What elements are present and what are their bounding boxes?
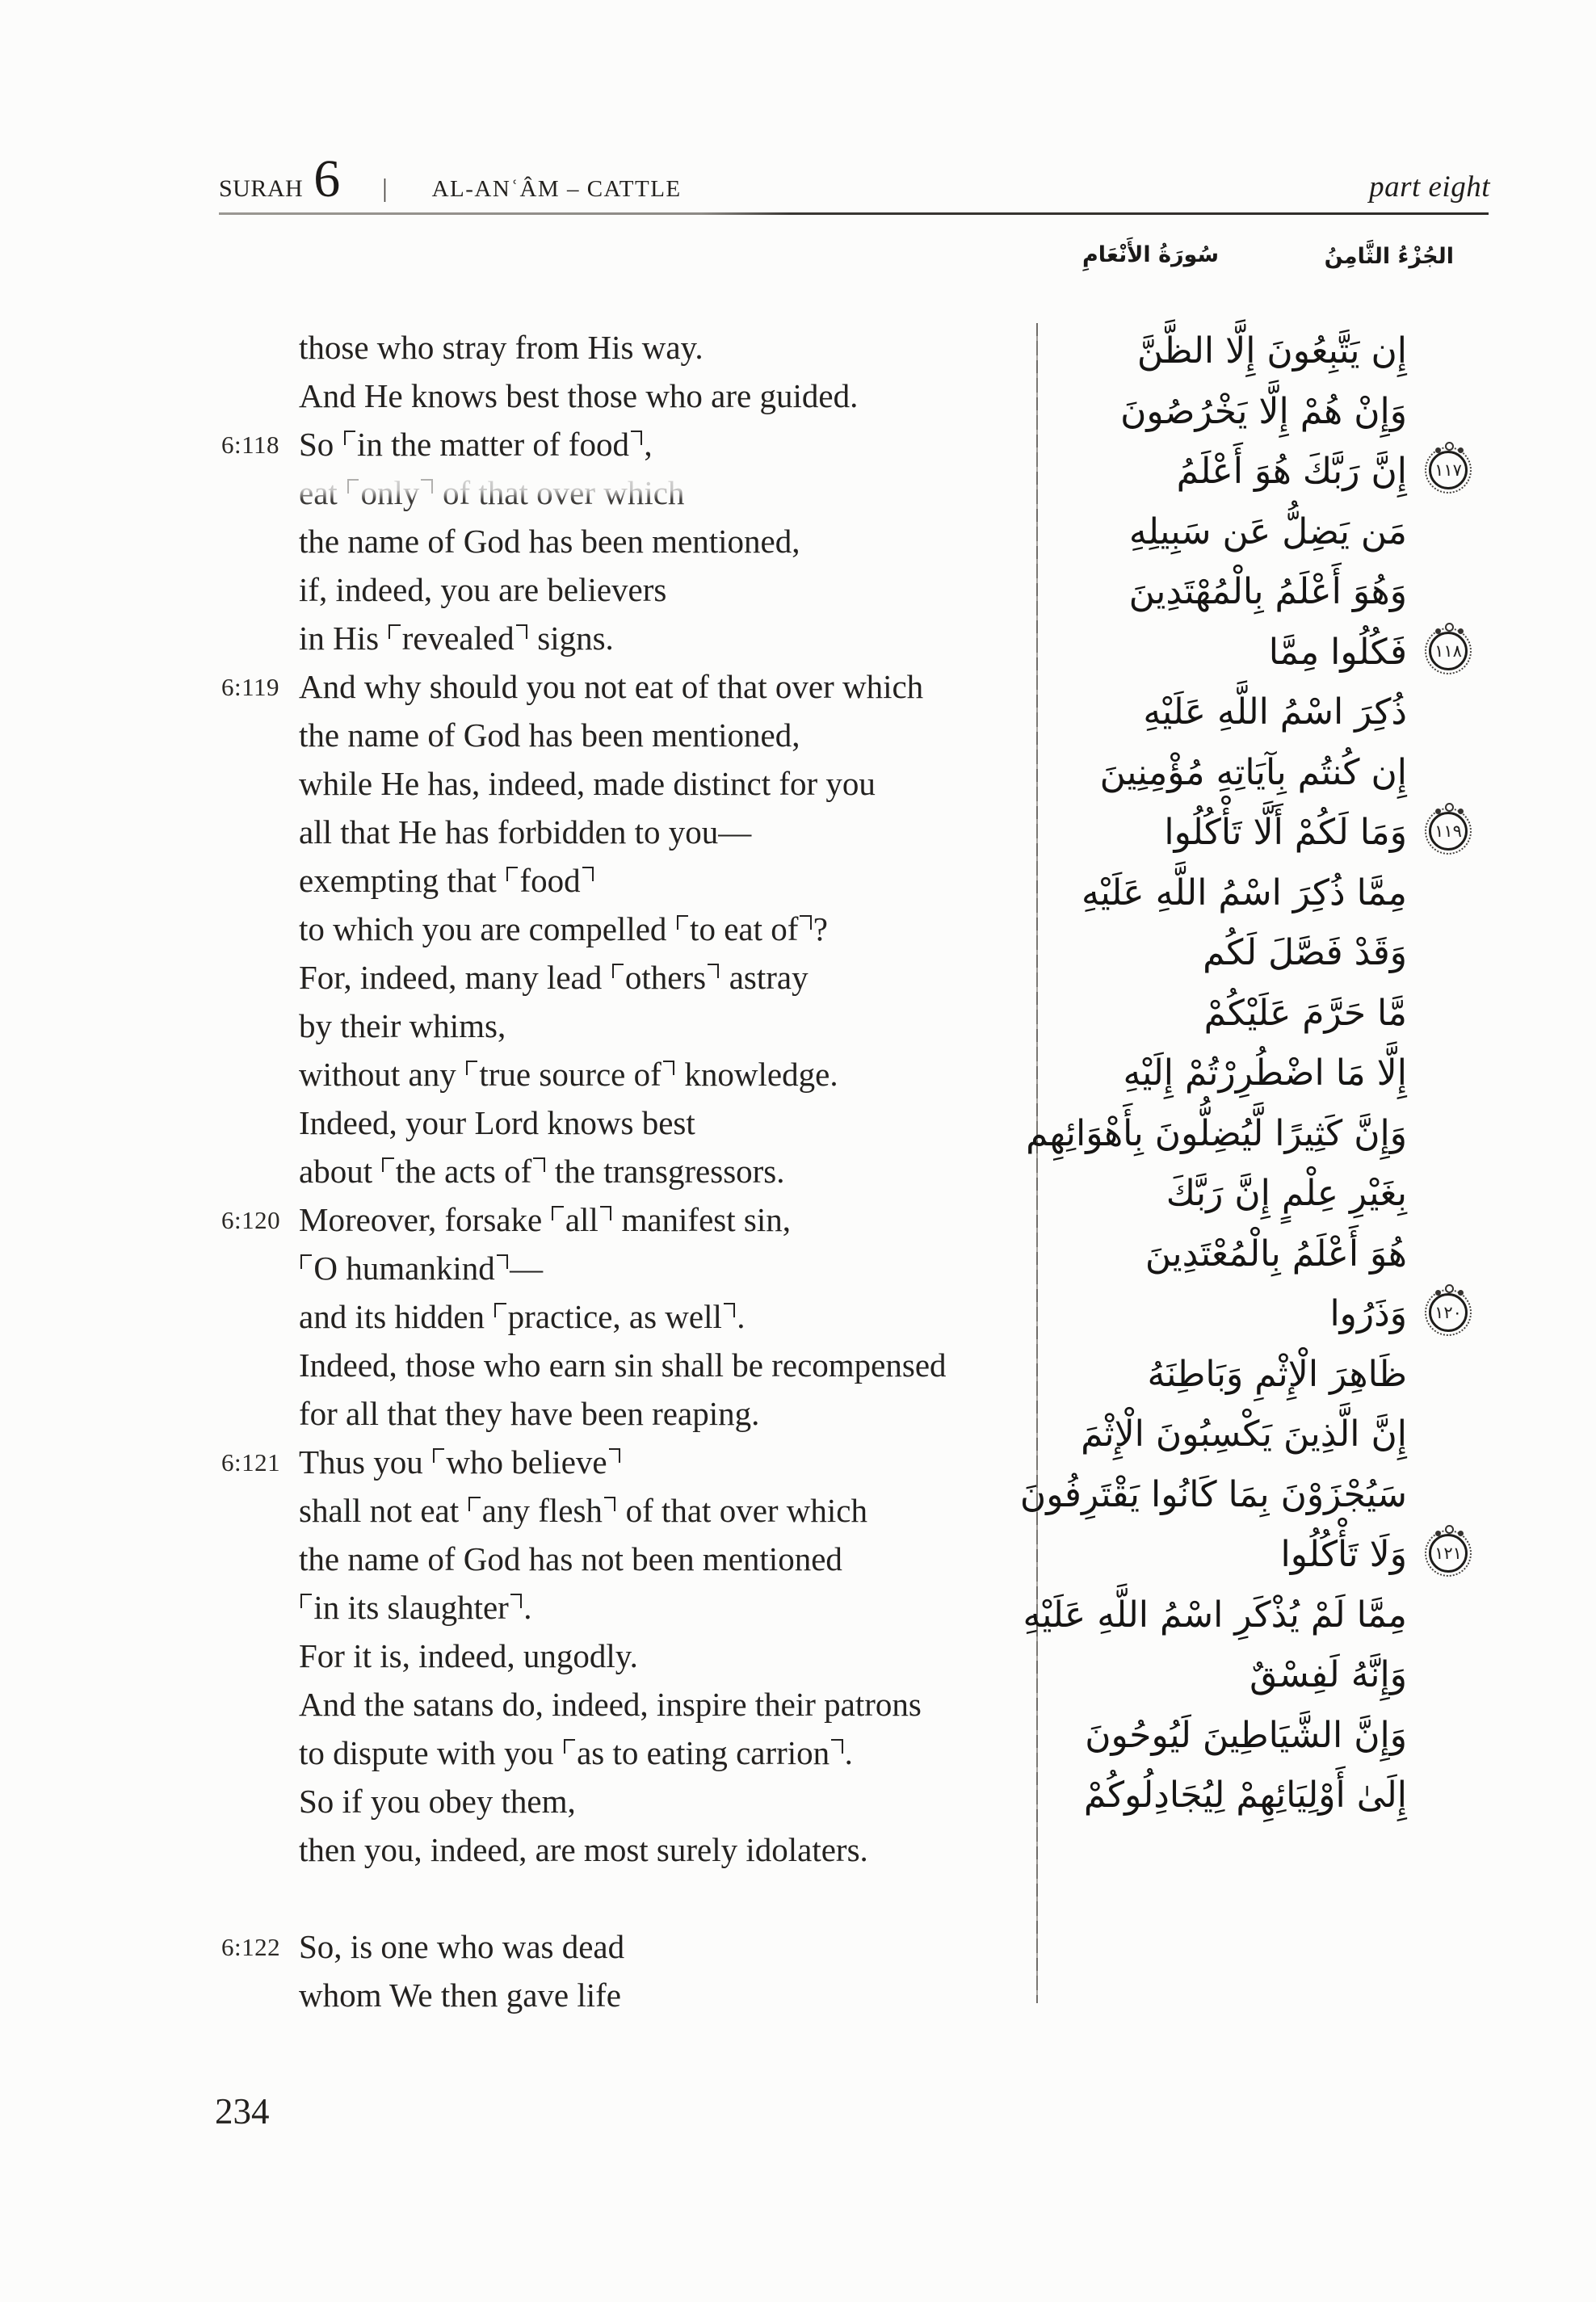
half-bracket-open-icon bbox=[506, 867, 518, 881]
verse-text: then you, indeed, are most surely idolaters. bbox=[299, 1831, 868, 1868]
half-bracket-open-icon bbox=[382, 1157, 393, 1172]
verse-text: to which you are compelled to eat of ? bbox=[299, 910, 828, 947]
arabic-column bbox=[1019, 321, 1462, 1826]
verse-text: For, indeed, many lead others astray bbox=[299, 959, 808, 996]
half-bracket-open-icon bbox=[433, 1448, 444, 1463]
verse-line bbox=[299, 1874, 947, 1922]
verse-line bbox=[299, 372, 947, 420]
verse-number: 6:119 bbox=[221, 673, 279, 701]
arabic-part-calligraphy: الجُزْءُ الثَّامِنُ bbox=[1324, 244, 1454, 269]
arabic-line-text: سَيُجْزَوْنَ بِمَا كَانُوا يَقْتَرِفُونَ bbox=[1019, 1473, 1407, 1515]
verse-line bbox=[299, 808, 947, 856]
verse-text: So in the matter of food , bbox=[299, 426, 653, 463]
arabic-line bbox=[1020, 1405, 1407, 1465]
half-bracket-close-icon bbox=[582, 867, 594, 881]
arabic-line-text: إِن يَتَّبِعُونَ إِلَّا الظَّنَّ bbox=[1136, 330, 1407, 372]
arabic-line bbox=[1020, 1525, 1462, 1586]
arabic-line-text: إِلَىٰ أَوْلِيَائِهِمْ لِيُجَادِلُوكُمْ bbox=[1083, 1775, 1407, 1816]
surah-label: SURAH bbox=[219, 175, 304, 202]
verse-line bbox=[299, 1050, 947, 1098]
page-header bbox=[219, 149, 1490, 210]
arabic-line bbox=[1020, 442, 1462, 502]
verse-line bbox=[299, 711, 947, 759]
arabic-line bbox=[1020, 803, 1462, 863]
arabic-line bbox=[1020, 1164, 1407, 1225]
arabic-line bbox=[1020, 562, 1407, 623]
verse-text: those who stray from His way. bbox=[299, 329, 704, 366]
verse-line bbox=[299, 1825, 947, 1874]
verse-text: Moreover, forsake all manifest sin, bbox=[299, 1201, 791, 1238]
arabic-line-text: إِنَّ رَبَّكَ هُوَ أَعْلَمُ bbox=[1176, 451, 1407, 492]
arabic-line-text: مِمَّا لَمْ يُذْكَرِ اسْمُ اللَّهِ عَلَيْهِ bbox=[1023, 1594, 1407, 1636]
half-bracket-open-icon bbox=[300, 1594, 312, 1608]
arabic-line bbox=[1020, 1586, 1407, 1646]
arabic-line-text: إِن كُنتُم بِآيَاتِهِ مُؤْمِنِينَ bbox=[1099, 751, 1407, 793]
verse-number: 6:120 bbox=[221, 1206, 281, 1234]
verse-text: in His revealed signs. bbox=[299, 620, 614, 657]
verse-text: by their whims, bbox=[299, 1007, 506, 1044]
half-bracket-close-icon bbox=[497, 1254, 508, 1269]
verse-number: 6:118 bbox=[221, 431, 279, 459]
arabic-line bbox=[1020, 321, 1407, 382]
arabic-line bbox=[1020, 863, 1407, 924]
verse-number: 6:121 bbox=[221, 1448, 281, 1477]
half-bracket-close-icon bbox=[800, 915, 811, 930]
verse-medallion: ١٢٠ bbox=[1429, 1293, 1468, 1332]
header-divider-bar: | bbox=[382, 173, 388, 202]
verse-text: O humankind — bbox=[299, 1250, 543, 1287]
arabic-line-text: وَذَرُوا bbox=[1329, 1293, 1407, 1334]
verse-text: Indeed, your Lord knows best bbox=[299, 1104, 695, 1141]
half-bracket-open-icon bbox=[347, 479, 359, 494]
verse-line bbox=[299, 1971, 947, 2019]
verse-text: Thus you who believe bbox=[299, 1443, 622, 1481]
verse-line bbox=[221, 1922, 947, 1971]
arabic-line-text: إِنَّ الَّذِينَ يَكْسِبُونَ الْإِثْمَ bbox=[1081, 1414, 1407, 1455]
half-bracket-open-icon bbox=[677, 915, 688, 930]
arabic-line-text: مَن يَضِلُّ عَن سَبِيلِهِ bbox=[1128, 510, 1407, 552]
verse-medallion: ١١٨ bbox=[1429, 632, 1468, 670]
verse-text: without any true source of knowledge. bbox=[299, 1056, 838, 1093]
verse-line bbox=[299, 759, 947, 808]
arabic-line bbox=[1020, 1465, 1407, 1526]
verse-text: the name of God has been mentioned, bbox=[299, 716, 800, 754]
verse-line bbox=[299, 856, 947, 905]
half-bracket-close-icon bbox=[600, 1206, 611, 1220]
part-label: part eight bbox=[1369, 170, 1490, 204]
verse-medallion: ١١٧ bbox=[1429, 451, 1468, 489]
verse-line bbox=[221, 420, 947, 468]
verse-text: to dispute with you as to eating carrion . bbox=[299, 1734, 853, 1771]
verse-text: And why should you not eat of that over which bbox=[299, 668, 924, 705]
arabic-line bbox=[1020, 743, 1407, 804]
verse-text: And He knows best those who are guided. bbox=[299, 377, 859, 414]
verse-text: about the acts of the transgressors. bbox=[299, 1153, 785, 1190]
half-bracket-open-icon bbox=[466, 1061, 477, 1075]
arabic-line bbox=[1020, 683, 1407, 743]
half-bracket-open-icon bbox=[344, 431, 355, 445]
verse-line bbox=[299, 1777, 947, 1825]
arabic-line bbox=[1020, 1225, 1407, 1285]
arabic-line bbox=[1020, 1345, 1407, 1405]
half-bracket-close-icon bbox=[516, 624, 527, 639]
verse-text: for all that they have been reaping. bbox=[299, 1395, 760, 1432]
half-bracket-close-icon bbox=[663, 1061, 674, 1075]
verse-line bbox=[299, 468, 947, 517]
verse-text: the name of God has not been mentioned bbox=[299, 1540, 842, 1577]
arabic-line-text: وَإِنَّهُ لَفِسْقٌ bbox=[1250, 1654, 1407, 1695]
translation-column bbox=[221, 323, 947, 2019]
verse-text: exempting that food bbox=[299, 862, 595, 899]
verse-line bbox=[299, 1002, 947, 1050]
arabic-line bbox=[1020, 1706, 1407, 1766]
verse-text: the name of God has been mentioned, bbox=[299, 523, 800, 560]
arabic-line bbox=[1020, 984, 1407, 1044]
verse-text: So if you obey them, bbox=[299, 1783, 576, 1820]
half-bracket-open-icon bbox=[388, 624, 400, 639]
verse-text: if, indeed, you are believers bbox=[299, 571, 667, 608]
verse-line bbox=[299, 614, 947, 662]
half-bracket-close-icon bbox=[708, 964, 719, 978]
arabic-line-text: وَإِنْ هُمْ إِلَّا يَخْرُصُونَ bbox=[1120, 390, 1407, 432]
verse-text: shall not eat any flesh of that over which bbox=[299, 1492, 867, 1529]
verse-line bbox=[299, 953, 947, 1002]
verse-text: So, is one who was dead bbox=[299, 1928, 625, 1965]
arabic-line-text: وَهُوَ أَعْلَمُ بِالْمُهْتَدِينَ bbox=[1128, 571, 1407, 612]
arabic-line-text: وَإِنَّ الشَّيَاطِينَ لَيُوحُونَ bbox=[1085, 1714, 1407, 1756]
surah-number: 6 bbox=[313, 149, 341, 208]
half-bracket-close-icon bbox=[609, 1448, 620, 1463]
arabic-line bbox=[1020, 623, 1462, 683]
arabic-line bbox=[1020, 502, 1407, 563]
arabic-line-text: وَمَا لَكُمْ أَلَّا تَأْكُلُوا bbox=[1164, 812, 1407, 853]
verse-text: For it is, indeed, ungodly. bbox=[299, 1637, 638, 1674]
verse-text: all that He has forbidden to you— bbox=[299, 813, 752, 851]
verse-line bbox=[221, 1195, 947, 1244]
verse-text: Indeed, those who earn sin shall be recompensed bbox=[299, 1346, 947, 1384]
arabic-line-text: ظَاهِرَ الْإِثْمِ وَبَاطِنَهُ bbox=[1147, 1353, 1407, 1395]
arabic-line-text: إِلَّا مَا اضْطُرِرْتُمْ إِلَيْهِ bbox=[1123, 1052, 1407, 1094]
arabic-line-text: فَكُلُوا مِمَّا bbox=[1268, 631, 1407, 673]
half-bracket-open-icon bbox=[612, 964, 624, 978]
half-bracket-close-icon bbox=[421, 479, 432, 494]
verse-text: And the satans do, indeed, inspire their patrons bbox=[299, 1686, 922, 1723]
arabic-line-text: ذُكِرَ اسْمُ اللَّهِ عَلَيْهِ bbox=[1143, 691, 1407, 733]
half-bracket-close-icon bbox=[724, 1303, 735, 1317]
half-bracket-close-icon bbox=[831, 1739, 842, 1754]
arabic-line-text: بِغَيْرِ عِلْمٍ إِنَّ رَبَّكَ bbox=[1166, 1173, 1407, 1214]
arabic-line bbox=[1020, 1044, 1407, 1104]
verse-line bbox=[299, 517, 947, 565]
half-bracket-open-icon bbox=[494, 1303, 506, 1317]
verse-line bbox=[299, 1147, 947, 1195]
verse-line bbox=[299, 1729, 947, 1777]
verse-text: eat only of that over which bbox=[299, 474, 685, 511]
half-bracket-close-icon bbox=[631, 431, 642, 445]
half-bracket-open-icon bbox=[300, 1254, 312, 1269]
verse-line bbox=[299, 1583, 947, 1632]
arabic-line-text: هُوَ أَعْلَمُ بِالْمُعْتَدِينَ bbox=[1144, 1233, 1407, 1275]
verse-text: and its hidden practice, as well . bbox=[299, 1298, 746, 1335]
arabic-line-text: وَلَا تَأْكُلُوا bbox=[1280, 1534, 1407, 1575]
arabic-line-text: وَقَدْ فَصَّلَ لَكُم bbox=[1203, 932, 1407, 973]
verse-number: 6:122 bbox=[221, 1933, 281, 1961]
arabic-surah-calligraphy: سُورَةُ الأَنْعَامِ bbox=[1082, 242, 1220, 267]
half-bracket-open-icon bbox=[564, 1739, 575, 1754]
verse-text: in its slaughter . bbox=[299, 1589, 531, 1626]
verse-line bbox=[299, 1389, 947, 1438]
half-bracket-open-icon bbox=[552, 1206, 563, 1220]
verse-line bbox=[299, 323, 947, 372]
half-bracket-close-icon bbox=[604, 1497, 615, 1511]
verse-line bbox=[299, 1535, 947, 1583]
half-bracket-close-icon bbox=[510, 1594, 522, 1608]
surah-name: AL-ANʿÂM – CATTLE bbox=[431, 176, 682, 202]
half-bracket-close-icon bbox=[533, 1157, 544, 1172]
verse-line bbox=[221, 662, 947, 711]
verse-line bbox=[299, 1244, 947, 1292]
arabic-line bbox=[1020, 1104, 1407, 1165]
verse-text: while He has, indeed, made distinct for you bbox=[299, 765, 876, 802]
verse-line bbox=[299, 1632, 947, 1680]
arabic-line bbox=[1020, 1645, 1407, 1706]
arabic-line bbox=[1020, 1284, 1462, 1345]
arabic-line-text: وَإِنَّ كَثِيرًا لَّيُضِلُّونَ بِأَهْوَائِهِم bbox=[1026, 1112, 1407, 1154]
verse-line bbox=[299, 1292, 947, 1341]
page-number: 234 bbox=[215, 2091, 270, 2132]
verse-text: whom We then gave life bbox=[299, 1976, 621, 2014]
half-bracket-open-icon bbox=[468, 1497, 480, 1511]
verse-medallion: ١٢١ bbox=[1429, 1534, 1468, 1573]
arabic-line-text: مَّا حَرَّمَ عَلَيْكُمْ bbox=[1203, 992, 1407, 1034]
arabic-line-text: مِمَّا ذُكِرَ اسْمُ اللَّهِ عَلَيْهِ bbox=[1081, 872, 1407, 914]
verse-line bbox=[221, 1438, 947, 1486]
verse-line bbox=[299, 1680, 947, 1729]
header-rule bbox=[219, 212, 1489, 215]
verse-line bbox=[299, 1341, 947, 1389]
verse-medallion: ١١٩ bbox=[1429, 812, 1468, 851]
arabic-line bbox=[1020, 1766, 1407, 1826]
arabic-line bbox=[1020, 382, 1407, 443]
verse-line bbox=[299, 565, 947, 614]
verse-line bbox=[299, 905, 947, 953]
verse-line bbox=[299, 1486, 947, 1535]
verse-line bbox=[299, 1098, 947, 1147]
arabic-line bbox=[1020, 923, 1407, 984]
